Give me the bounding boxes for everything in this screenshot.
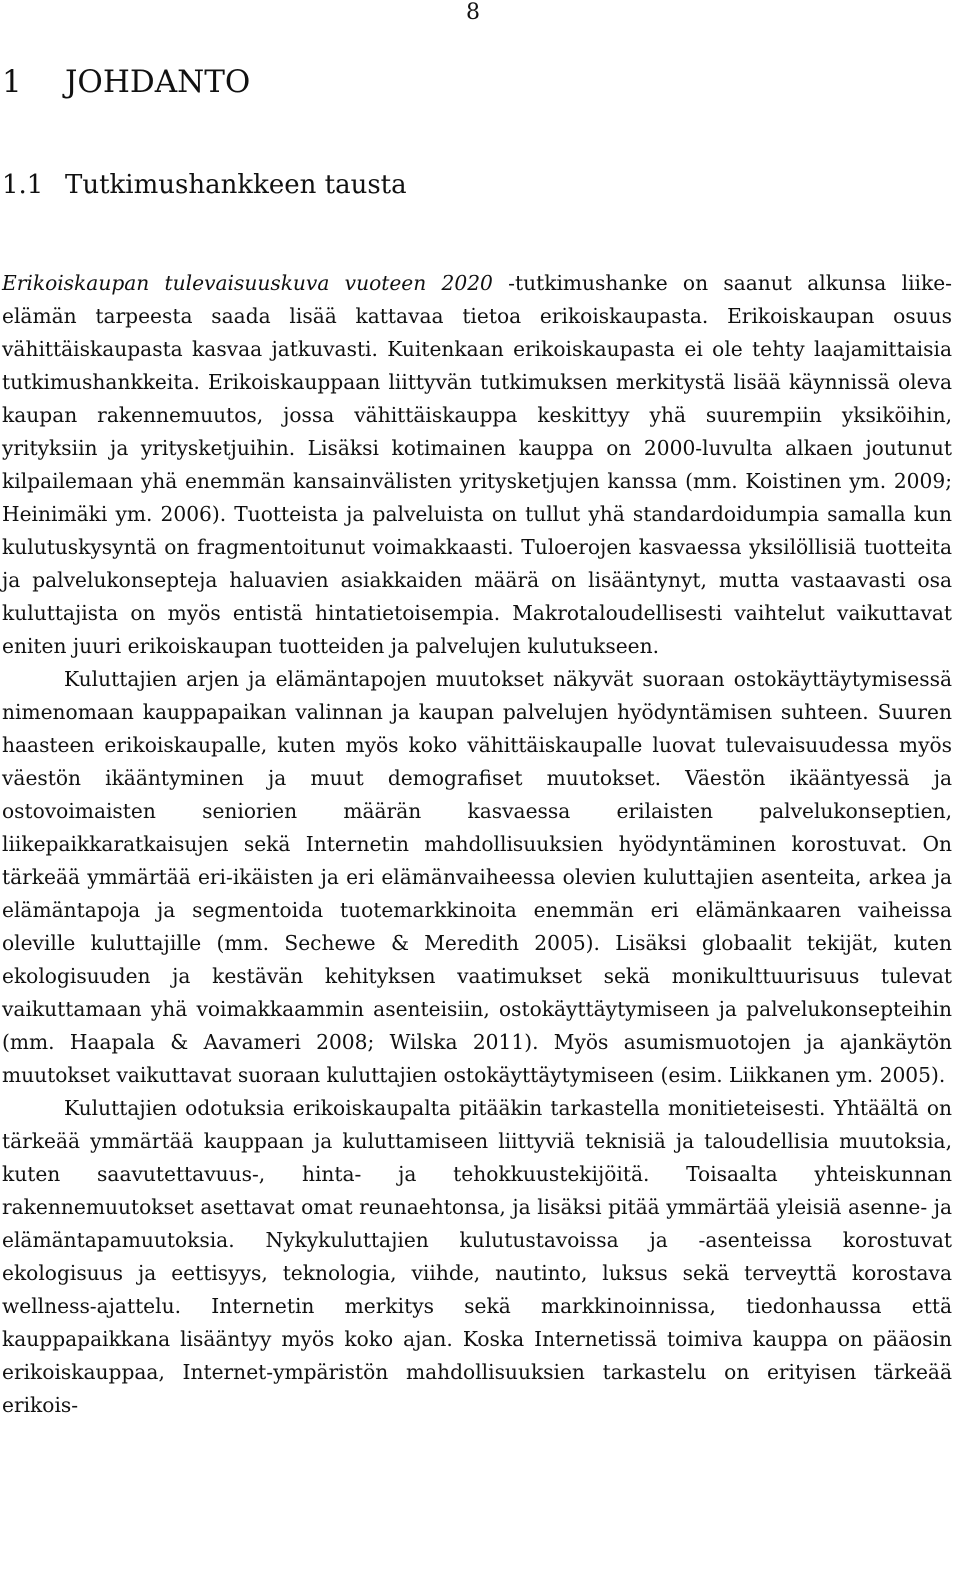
body-text (2, 267, 952, 1422)
chapter-title: JOHDANTO (65, 64, 251, 100)
project-title-italic: Erikoiskaupan tulevaisuuskuva vuoteen 2020 (2, 271, 493, 295)
paragraph-1-text: -tutkimushanke on saanut alkunsa liike-elämän tarpeesta saada lisää kattavaa tietoa erikoiskaupasta. Erikoiskaupan osuus vähittäiskaupasta kasvaa jatkuvasti. Kuitenkaan erikoiskaupasta ei ole tehty laajamittaisia tutkimushankkeita. Erikoiskauppaan liittyvän tutkimuksen merkitystä lisää käynnissä oleva kaupan rakennemuutos, jossa vähittäiskauppa keskittyy yhä suurempiin yksiköihin, yrityksiin ja yritysketjuihin. Lisäksi kotimainen kauppa on 2000-luvulta alkaen joutunut kilpailemaan yhä enemmän kansainvälisten yritysketjujen kanssa (mm. Koistinen ym. 2009; Heinimäki ym. 2006). Tuotteista ja palveluista on tullut yhä standardoidumpia samalla kun kulutuskysyntä on fragmentoitunut voimakkaasti. Tuloerojen kasvaessa yksilöllisiä tuotteita ja palvelukonsepteja haluavien asiakkaiden määrä on lisääntynyt, mutta vastaavasti osa kuluttajista on myös entistä hintatietoisempia. Makrotaloudellisesti vaihtelut vaikuttavat eniten juuri erikoiskaupan tuotteiden ja palvelujen kulutukseen. (2, 271, 952, 658)
paragraph-3: Kuluttajien odotuksia erikoiskaupalta pitääkin tarkastella monitieteisesti. Yhtäältä on tärkeää ymmärtää kauppaan ja kuluttamiseen liittyviä teknisiä ja taloudellisia muutoksia, kuten saavutettavuus-, hinta- ja tehokkuustekijöitä. Toisaalta yhteiskunnan rakennemuutokset asettavat omat reunaehtonsa, ja lisäksi pitää ymmärtää yleisiä asenne- ja elämäntapamuutoksia. Nykykuluttajien kulutustavoissa ja -asenteissa korostuvat ekologisuus ja eettisyys, teknologia, viihde, nautinto, luksus sekä terveyttä korostava wellness-ajattelu. Internetin merkitys sekä markkinoinnissa, tiedonhaussa että kauppapaikkana lisääntyy myös koko ajan. Koska Internetissä toimiva kauppa on pääosin erikoiskauppaa, Internet-ympäristön mahdollisuuksien tarkastelu on erityisen tärkeää erikois- (2, 1096, 952, 1417)
chapter-heading (2, 62, 250, 102)
paragraph-2: Kuluttajien arjen ja elämäntapojen muutokset näkyvät suoraan ostokäyttäytymisessä nimenomaan kauppapaikan valinnan ja kaupan palvelujen hyödyntämisen suhteen. Suuren haasteen erikoiskaupalle, kuten myös koko vähittäiskaupalle luovat tulevaisuudessa myös väestön ikääntyminen ja muut demografiset muutokset. Väestön ikääntyessä ja ostovoimaisten seniorien määrän kasvaessa erilaisten palvelukonseptien, liikepaikkaratkaisujen sekä Internetin mahdollisuuksien hyödyntäminen korostuvat. On tärkeää ymmärtää eri-ikäisten ja eri elämänvaiheessa olevien kuluttajien asenteita, arkea ja elämäntapoja ja segmentoida tuotemarkkinoita enemmän eri elämänkaaren vaiheissa oleville kuluttajille (mm. Sechewe & Meredith 2005). Lisäksi globaalit tekijät, kuten ekologisuuden ja kestävän kehityksen vaatimukset sekä monikulttuurisuus tulevat vaikuttamaan yhä voimakkaammin asenteisiin, ostokäyttäytymiseen ja palvelukonsepteihin (mm. Haapala & Aavameri 2008; Wilska 2011). Myös asumismuotojen ja ajankäytön muutokset vaikuttavat suoraan kuluttajien ostokäyttäytymiseen (esim. Liikkanen ym. 2005). (2, 667, 952, 1087)
section-title: Tutkimushankkeen tausta (65, 170, 407, 200)
page-number: 8 (466, 0, 480, 25)
section-number: 1.1 (2, 170, 44, 200)
chapter-number: 1 (2, 64, 22, 100)
paragraph-1 (2, 267, 952, 663)
section-heading (2, 168, 407, 202)
